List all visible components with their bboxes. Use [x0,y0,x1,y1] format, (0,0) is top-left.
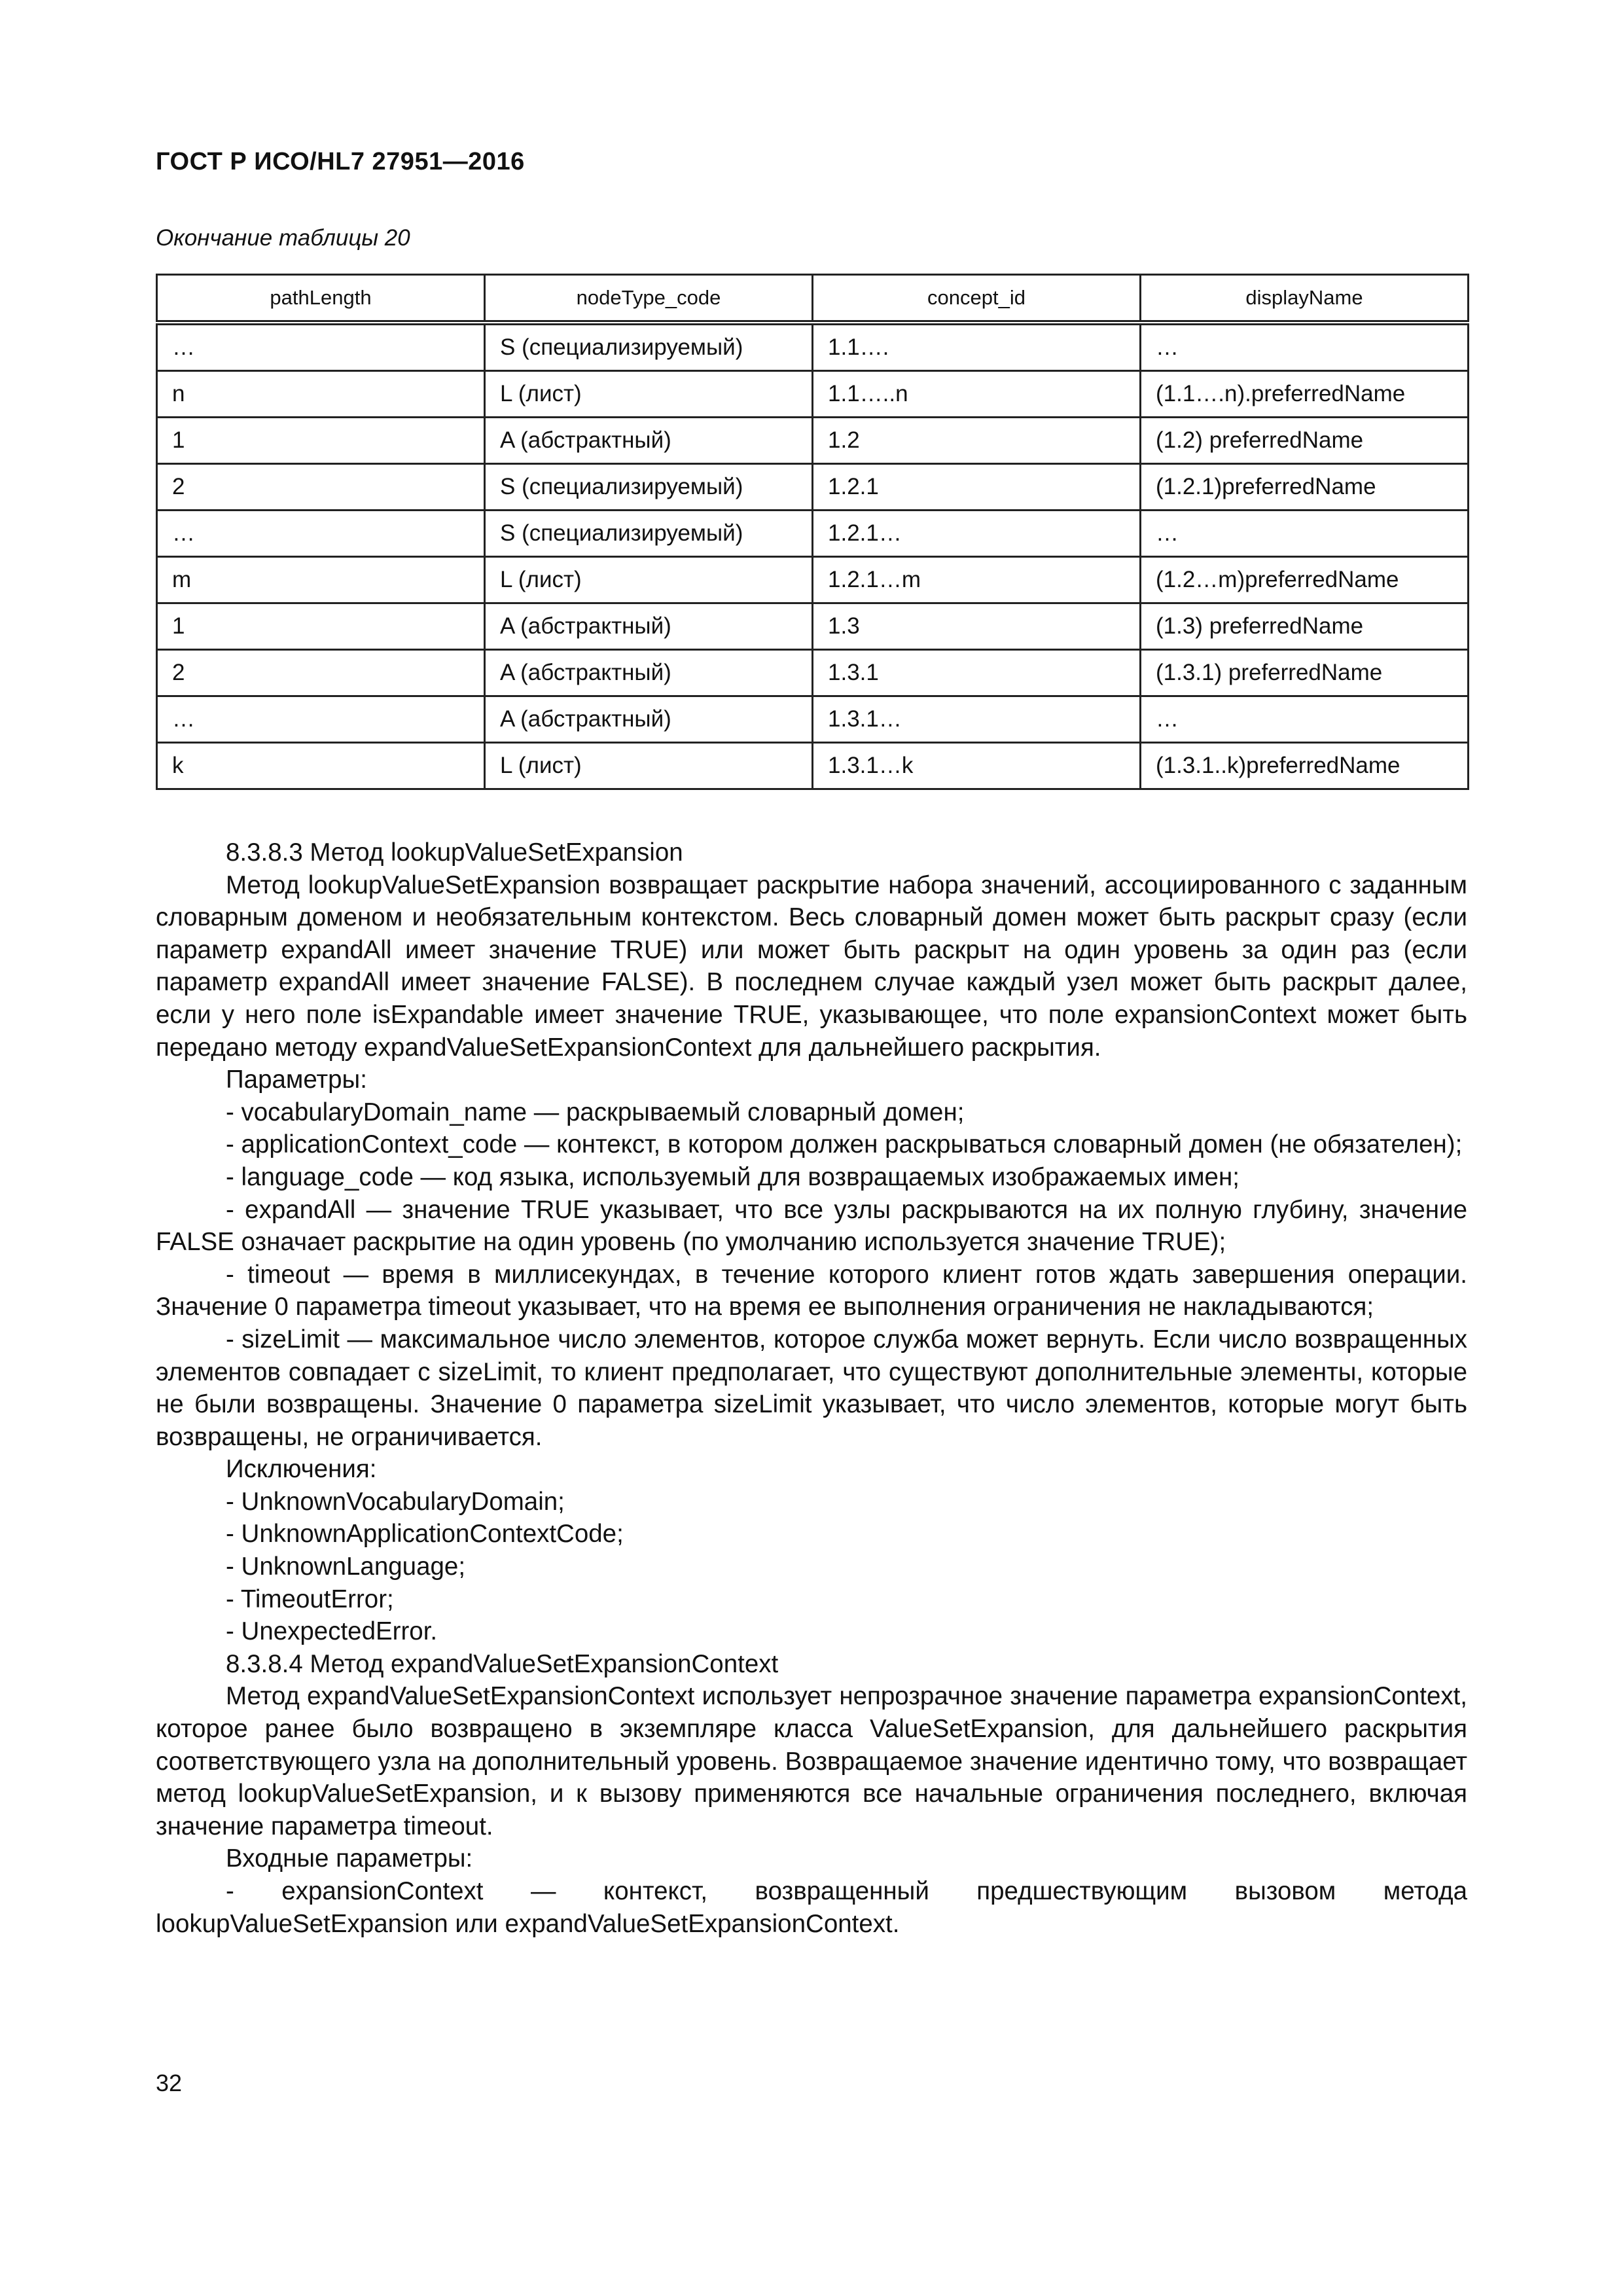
table-cell: 1.1…. [813,323,1141,371]
table-cell: (1.2.1)preferredName [1141,464,1469,511]
list-item: - language_code — код языка, используемый для возвращаемых изображаемых имен; [226,1162,1240,1191]
table-cell: 1 [157,418,485,464]
table-cell: (1.3.1..k)preferredName [1141,743,1469,789]
table-cell: A (абстрактный) [485,418,813,464]
table-cell: (1.2…m)preferredName [1141,557,1469,603]
list-item: - timeout — время в миллисекундах, в течение которого клиент готов ждать завершения операции. Значение 0 параметра timeout указывает, что на время ее выполнения ограничения не накладываются; [156,1260,1467,1321]
exceptions-label: Исключения: [226,1455,377,1484]
list-item: - UnknownLanguage; [226,1552,466,1581]
table-header-row [157,275,1469,323]
params-label: Параметры: [226,1066,367,1094]
table-cell: S (специализируемый) [485,511,813,557]
table-cell: (1.2) preferredName [1141,418,1469,464]
table-cell: 1.1…..n [813,371,1141,418]
input-params-label: Входные параметры: [226,1844,473,1873]
table-cell: 1.2.1 [813,464,1141,511]
column-header: nodeType_code [485,275,813,323]
table-cell: L (лист) [485,557,813,603]
body-text [156,836,1467,1940]
table-cell: n [157,371,485,418]
table-cell: 1.2.1…m [813,557,1141,603]
section-heading: 8.3.8.4 Метод expandValueSetExpansionContext [226,1649,779,1678]
list-item: - TimeoutError; [226,1585,394,1613]
table-cell: A (абстрактный) [485,650,813,696]
table-cell: … [157,696,485,743]
list-item: - UnknownApplicationContextCode; [226,1520,624,1549]
table-cell: 1.2 [813,418,1141,464]
table-cell: 2 [157,464,485,511]
table-cell: 1.3.1… [813,696,1141,743]
list-item: - applicationContext_code — контекст, в котором должен раскрываться словарный домен (не обязателен); [226,1130,1463,1159]
table-row [157,371,1469,418]
table-cell: (1.3.1) preferredName [1141,650,1469,696]
table-row [157,557,1469,603]
standard-title: ГОСТ Р ИСО/HL7 27951—2016 [156,148,525,175]
table-cell: S (специализируемый) [485,323,813,371]
section-heading: 8.3.8.3 Метод lookupValueSetExpansion [226,838,683,867]
table-cell: … [157,323,485,371]
page-number: 32 [156,2070,183,2096]
list-item: - UnexpectedError. [226,1617,438,1646]
table-cell: 2 [157,650,485,696]
table-cell: S (специализируемый) [485,464,813,511]
table-cell: 1 [157,603,485,650]
table-cell: L (лист) [485,743,813,789]
table-row [157,743,1469,789]
table-row [157,696,1469,743]
data-table [156,274,1469,790]
table-cell: … [1141,323,1469,371]
list-item: - expansionContext — контекст, возвращенный предшествующим вызовом метода lookupValueSetExpansion или expandValueSetExpansionContext. [156,1877,1467,1938]
list-item: - sizeLimit — максимальное число элементов, которое служба может вернуть. Если число возвращенных элементов совпадает с sizeLimit, то клиент предполагает, что существуют дополнительные элементы, которые не были возвращены. Значение 0 параметра sizeLimit указывает, что число элементов, которые могут быть возвращены, не ограничивается. [156,1325,1467,1451]
column-header: pathLength [157,275,485,323]
table-cell: A (абстрактный) [485,603,813,650]
table-cell: … [1141,511,1469,557]
table-caption: Окончание таблицы 20 [156,225,410,251]
table-cell: 1.3 [813,603,1141,650]
table-cell: … [157,511,485,557]
table-cell: (1.1….n).preferredName [1141,371,1469,418]
table-cell: (1.3) preferredName [1141,603,1469,650]
list-item: - vocabularyDomain_name — раскрываемый словарный домен; [226,1098,965,1126]
list-item: - UnknownVocabularyDomain; [226,1487,565,1516]
table-cell: … [1141,696,1469,743]
table-cell: L (лист) [485,371,813,418]
column-header: concept_id [813,275,1141,323]
table-cell: 1.2.1… [813,511,1141,557]
column-header: displayName [1141,275,1469,323]
table-cell: m [157,557,485,603]
table-row [157,511,1469,557]
table-cell: A (абстрактный) [485,696,813,743]
table-cell: 1.3.1 [813,650,1141,696]
table-row [157,464,1469,511]
table-row [157,650,1469,696]
table-cell: 1.3.1…k [813,743,1141,789]
table-cell: k [157,743,485,789]
list-item: - expandAll — значение TRUE указывает, что все узлы раскрываются на их полную глубину, значение FALSE означает раскрытие на один уровень (по умолчанию используется значение TRUE); [156,1195,1467,1257]
paragraph: Метод expandValueSetExpansionContext использует непрозрачное значение параметра expansionContext, которое ранее было возвращено в экземпляре класса ValueSetExpansion, для дальнейшего раскрытия соответствующего узла на дополнительный уровень. Возвращаемое значение идентично тому, что возвращает метод lookupValueSetExpansion, и к вызову применяются все начальные ограничения последнего, включая значение параметра timeout. [156,1682,1467,1840]
paragraph: Метод lookupValueSetExpansion возвращает раскрытие набора значений, ассоциированного с заданным словарным доменом и необязательным контекстом. Весь словарный домен может быть раскрыт сразу (если параметр expandAll имеет значение TRUE) или может быть раскрыт на один уровень за один раз (если параметр expandAll имеет значение FALSE). В последнем случае каждый узел может быть раскрыт далее, если у него поле isExpandable имеет значение TRUE, указывающее, что поле expansionContext может быть передано методу expandValueSetExpansionContext для дальнейшего раскрытия. [156,870,1467,1062]
table-row [157,323,1469,371]
table-row [157,418,1469,464]
table-row [157,603,1469,650]
